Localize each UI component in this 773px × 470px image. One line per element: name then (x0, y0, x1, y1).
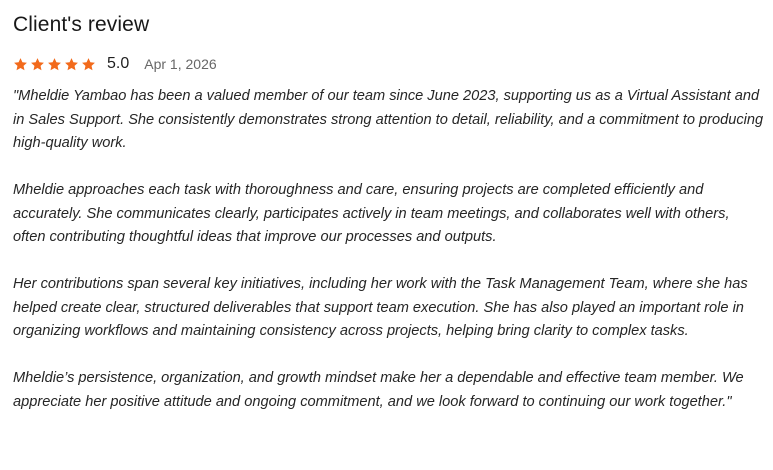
review-heading: Client's review (13, 13, 150, 36)
star-rating (13, 57, 96, 72)
rating-score: 5.0 (107, 55, 130, 72)
review-date: Apr 1, 2026 (144, 56, 217, 72)
review-paragraph: Mheldie approaches each task with thoroughness and care, ensuring projects are completed efficiently and accurately. She communicates clearly, participates actively in team meetings, and collaborates well with others, often contributing thoughtful ideas that improve our processes and outputs. (13, 182, 730, 245)
rating-row (13, 53, 763, 75)
star-icon (81, 57, 96, 72)
star-icon (30, 57, 45, 72)
review-paragraph: Her contributions span several key initiatives, including her work with the Task Management Team, where she has helped create clear, structured deliverables that support team execution. She has also played an important role in organizing workflows and maintaining consistency across projects, helping bring clarity to complex tasks. (13, 276, 748, 339)
review-paragraph: "Mheldie Yambao has been a valued member of our team since June 2023, supporting us as a Virtual Assistant and in Sales Support. She consistently demonstrates strong attention to detail, reliability, and a commitment to producing high-quality work. (13, 88, 764, 151)
review-paragraph: Mheldie’s persistence, organization, and growth mindset make her a dependable and effective team member. We appreciate her positive attitude and ongoing commitment, and we look forward to continuing our work together." (13, 370, 744, 410)
star-icon (47, 57, 62, 72)
star-icon (13, 57, 28, 72)
star-icon (64, 57, 79, 72)
review-text (13, 85, 765, 414)
